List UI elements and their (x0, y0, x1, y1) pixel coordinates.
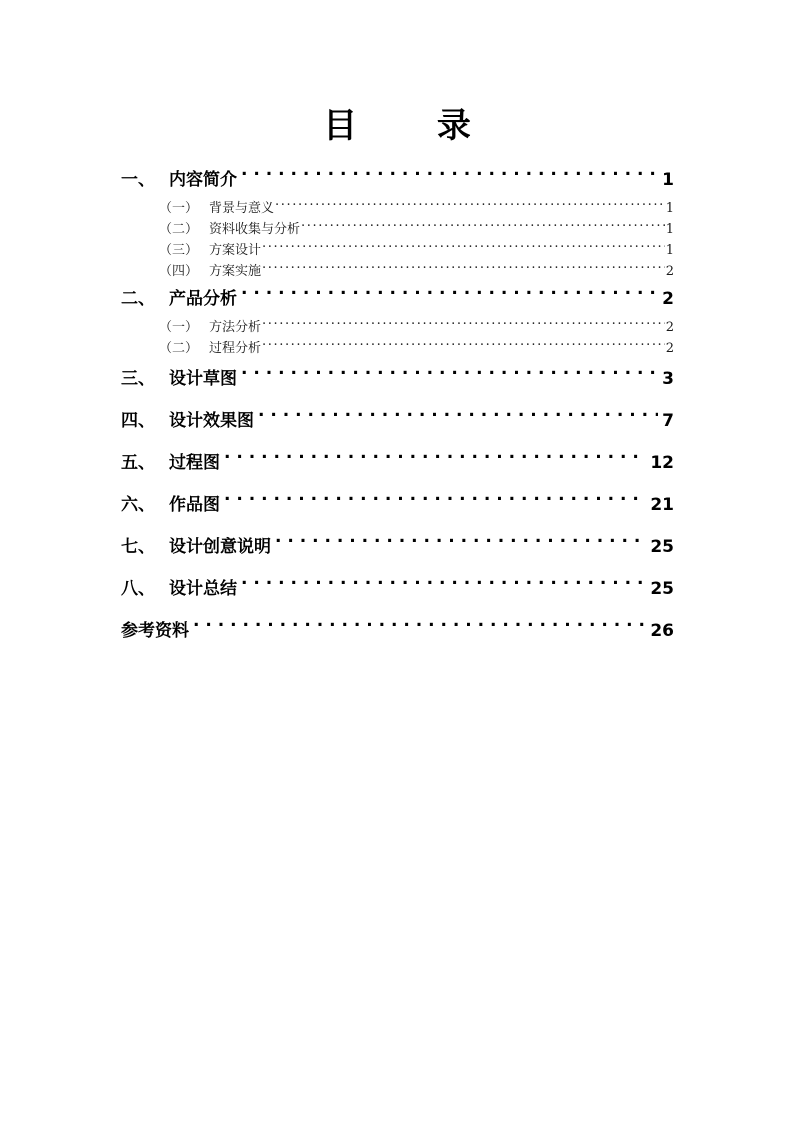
dot-leader (193, 619, 646, 636)
toc-subentry-research[interactable] (121, 219, 674, 240)
dot-leader (241, 168, 658, 185)
toc-entry-page: 25 (650, 537, 674, 557)
toc-entry-number: 六、 (121, 495, 155, 515)
toc-entry-page: 2 (665, 264, 674, 279)
toc-entry-page: 1 (665, 243, 674, 258)
toc-entry-work-images[interactable] (121, 491, 674, 520)
toc-entry-product-analysis[interactable] (121, 285, 674, 314)
toc-entry-label: 方法分析 (209, 320, 262, 335)
dot-leader (262, 262, 665, 275)
dot-leader (241, 287, 658, 304)
toc-entry-number: （一） (159, 320, 199, 335)
toc-entry-renderings[interactable] (121, 407, 674, 436)
toc-list (121, 166, 674, 646)
dot-leader (275, 535, 646, 552)
toc-subentry-background[interactable] (121, 198, 674, 219)
toc-entry-design-concept[interactable] (121, 533, 674, 562)
dot-leader (258, 409, 658, 426)
dot-leader (241, 577, 646, 594)
toc-entry-page: 2 (662, 289, 674, 309)
toc-subentry-process-analysis[interactable] (121, 338, 674, 359)
dot-leader (275, 199, 665, 212)
dot-leader (241, 367, 658, 384)
toc-entry-label: 设计效果图 (169, 411, 254, 431)
toc-entry-label: 参考资料 (121, 621, 189, 641)
toc-entry-page: 1 (665, 222, 674, 237)
toc-entry-process-images[interactable] (121, 449, 674, 478)
toc-entry-page: 3 (662, 369, 674, 389)
toc-entry-label: 设计创意说明 (169, 537, 271, 557)
toc-subentry-plan-design[interactable] (121, 240, 674, 261)
toc-entry-label: 过程分析 (209, 341, 262, 356)
toc-entry-number: （四） (159, 264, 199, 279)
toc-entry-number: 八、 (121, 579, 155, 599)
toc-entry-design-summary[interactable] (121, 575, 674, 604)
toc-subentry-plan-implementation[interactable] (121, 261, 674, 282)
toc-entry-label: 过程图 (169, 453, 220, 473)
toc-title: 目 录 (323, 106, 505, 146)
toc-entry-page: 1 (665, 201, 674, 216)
toc-entry-label: 产品分析 (169, 289, 237, 309)
toc-entry-intro[interactable] (121, 166, 674, 195)
toc-entry-label: 设计草图 (169, 369, 237, 389)
toc-entry-number: 四、 (121, 411, 155, 431)
toc-entry-page: 26 (650, 621, 674, 641)
toc-entry-number: （二） (159, 341, 199, 356)
toc-entry-page: 7 (662, 411, 674, 431)
toc-entry-number: 五、 (121, 453, 155, 473)
toc-entry-sketches[interactable] (121, 365, 674, 394)
toc-entry-label: 方案设计 (209, 243, 262, 258)
toc-entry-number: 一、 (121, 170, 155, 190)
toc-entry-number: （一） (159, 201, 199, 216)
toc-entry-page: 12 (650, 453, 674, 473)
toc-entry-page: 1 (662, 170, 674, 190)
toc-entry-number: 二、 (121, 289, 155, 309)
toc-entry-page: 21 (650, 495, 674, 515)
toc-entry-number: 三、 (121, 369, 155, 389)
dot-leader (301, 220, 665, 233)
toc-entry-number: 七、 (121, 537, 155, 557)
toc-entry-label: 内容简介 (169, 170, 237, 190)
toc-entry-page: 2 (665, 341, 674, 356)
toc-entry-number: （三） (159, 243, 199, 258)
toc-entry-label: 背景与意义 (209, 201, 275, 216)
dot-leader (262, 318, 665, 331)
toc-entry-label: 设计总结 (169, 579, 237, 599)
toc-entry-references[interactable] (121, 617, 674, 646)
toc-entry-number: （二） (159, 222, 199, 237)
dot-leader (262, 339, 665, 352)
toc-entry-label: 作品图 (169, 495, 220, 515)
dot-leader (262, 241, 665, 254)
toc-entry-label: 资料收集与分析 (209, 222, 301, 237)
toc-entry-page: 2 (665, 320, 674, 335)
dot-leader (224, 451, 646, 468)
toc-entry-label: 方案实施 (209, 264, 262, 279)
toc-subentry-method-analysis[interactable] (121, 317, 674, 338)
dot-leader (224, 493, 646, 510)
toc-entry-page: 25 (650, 579, 674, 599)
